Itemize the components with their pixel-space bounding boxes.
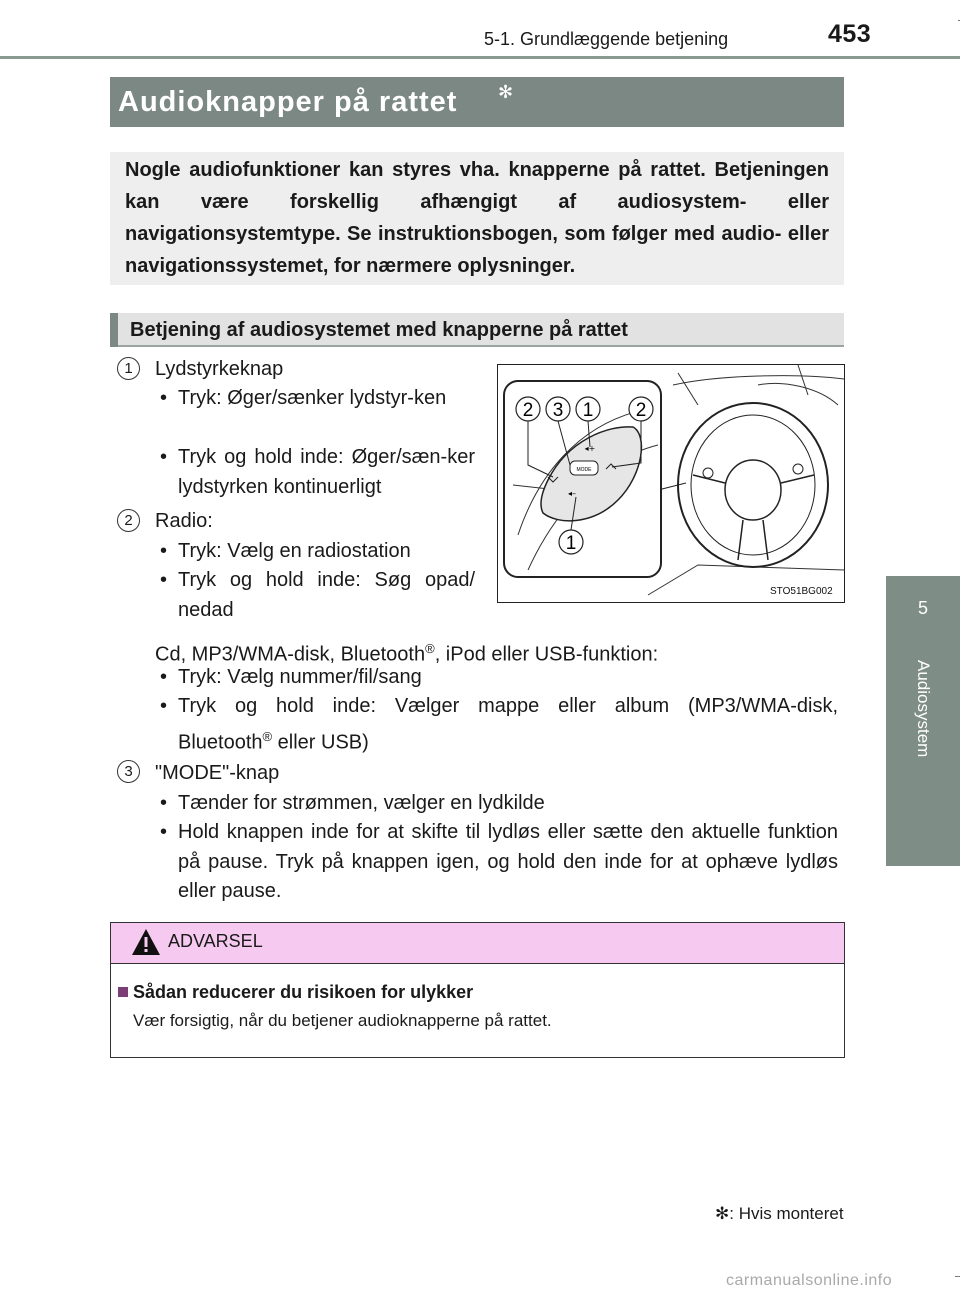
item-bullet-continuation [178,722,838,758]
bullet-dot: • [160,569,168,591]
item-bullet: Tryk og hold inde: Øger/sæn-ker lydstyrken kontinuerligt [178,446,475,498]
bullet-cont-post: eller USB) [272,731,369,754]
steering-wheel-illustration [498,365,844,602]
warning-body: Vær forsigtig, når du betjener audioknapperne på rattet. [133,1011,552,1030]
bullet-dot: • [160,446,168,468]
bullet-dot: • [160,666,168,688]
item-title: Lydstyrkeknap [155,358,284,380]
item-bullet: Tryk og hold inde: Søg opad/ nedad [178,569,475,621]
footnote-mark: ✻ [715,1204,730,1223]
bullet-cont-pre: Bluetooth [178,731,263,754]
watermark: carmanualsonline.info [726,1272,893,1289]
header-rule [0,56,960,59]
warning-triangle-icon [131,928,161,956]
intro-text: Nogle audiofunktioner kan styres vha. knapperne på rattet. Betjeningen kan være forskellig afhængigt af audiosystem- eller navigationsystemtype. Se instruktionsbogen, som følger med audio- eller navigationssystemet, for nærmere oplysninger. [125,159,829,277]
item-bullet: Tænder for strømmen, vælger en lydkilde [178,792,545,814]
item-bullet: Hold knappen inde for at skifte til lydløs eller sætte den aktuelle funktion på pause. Tryk på knappen igen, og hold den inde for at ophæve lydløs eller pause. [178,821,838,902]
registered-mark: ® [262,729,273,744]
steering-wheel-figure [497,364,845,603]
footnote-text: : Hvis monteret [729,1204,844,1223]
bullet-dot: • [160,540,168,562]
warning-title: Sådan reducerer du risikoen for ulykker [133,982,474,1002]
svg-text:◂+: ◂+ [584,444,596,453]
item-title: Radio: [155,510,213,532]
section-heading-accent [110,313,118,347]
callout-number: 3 [552,400,564,421]
item-bullet: Tryk og hold inde: Vælger mappe eller album (MP3/WMA-disk, [178,695,838,717]
item-number-badge: 2 [117,509,140,532]
running-header-section: 5-1. Grundlæggende betjening [484,29,729,49]
item-subtitle-post: , iPod eller USB-funktion: [434,643,659,666]
item-subtitle-pre: Cd, MP3/WMA-disk, Bluetooth [155,643,426,666]
callout-number: 2 [635,400,647,421]
registered-mark: ® [425,641,435,656]
callout-number: 1 [565,533,577,554]
page-number: 453 [828,20,872,48]
chapter-name [886,660,960,790]
bullet-dot: • [160,695,168,717]
warning-label: ADVARSEL [168,931,263,951]
mode-label: MODE [576,467,592,473]
chapter-name-text: Audiosystem [914,660,933,758]
svg-text:◂–: ◂– [567,489,577,498]
bullet-dot: • [160,387,168,409]
item-title: "MODE"-knap [155,762,280,784]
bullet-dot: • [160,792,168,814]
bullet-dot: • [160,821,168,843]
item-bullet: Tryk: Øger/sænker lydstyr-ken [178,387,447,409]
warning-bullet-square [118,987,128,997]
page-title: Audioknapper på rattet [118,86,458,118]
item-bullet: Tryk: Vælg nummer/fil/sang [178,666,422,688]
chapter-number: 5 [917,598,928,618]
figure-code: STO51BG002 [770,586,833,597]
item-number-badge: 3 [117,760,140,783]
crop-mark [955,1276,960,1277]
item-number-badge: 1 [117,357,140,380]
title-footnote-mark: ✻ [498,82,514,102]
item-bullet: Tryk: Vælg en radiostation [178,540,411,562]
callout-number: 1 [582,400,594,421]
footnote [715,1204,844,1224]
section-heading: Betjening af audiosystemet med knapperne på rattet [130,319,628,341]
callout-number: 2 [522,400,534,421]
